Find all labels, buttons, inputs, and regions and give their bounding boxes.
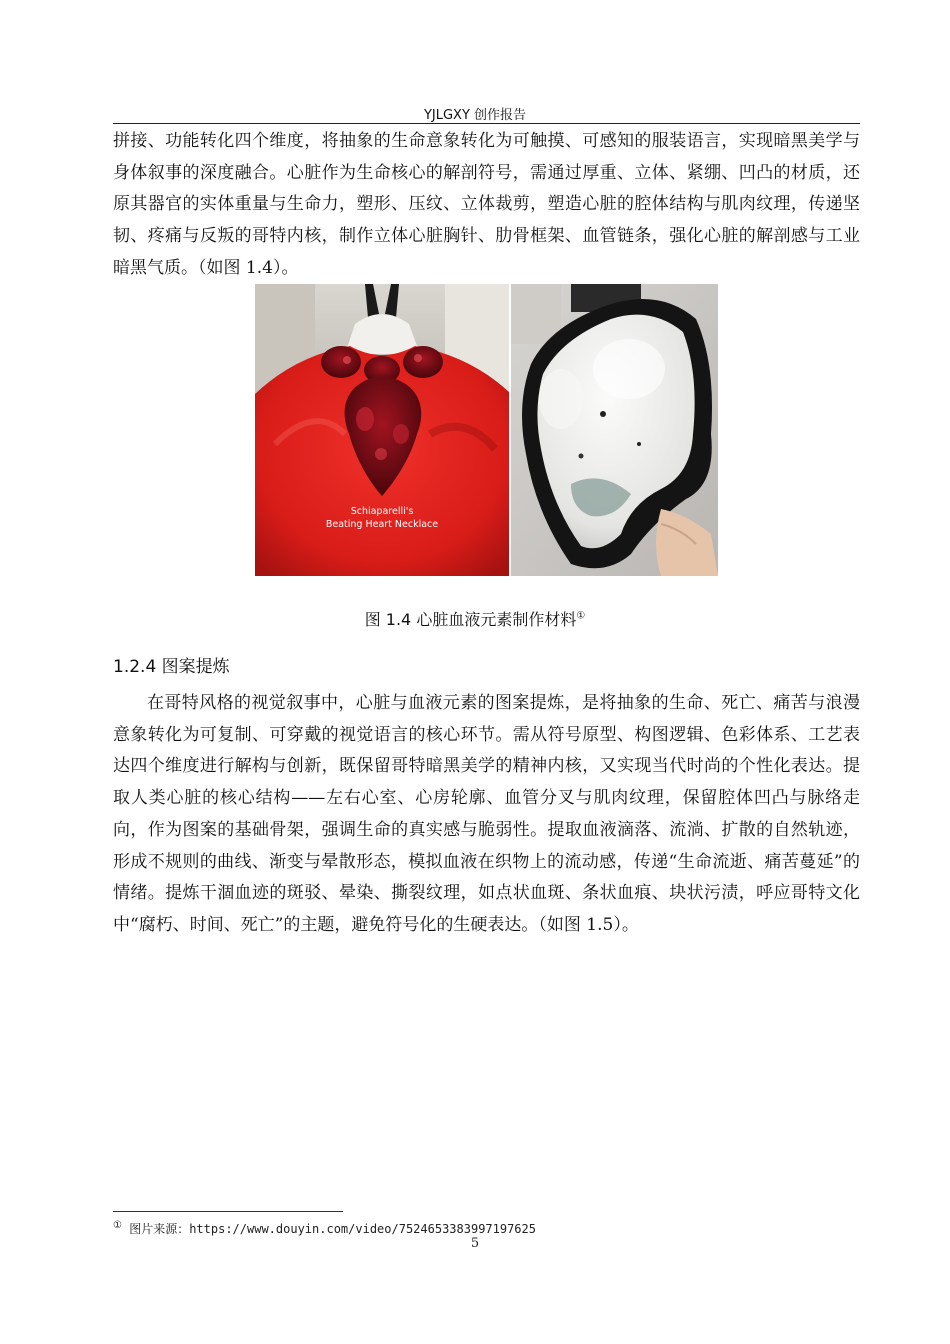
resin-bodice-photo	[511, 284, 718, 576]
resin-bodice-image	[511, 284, 718, 576]
necklace-label-line1: Schiaparelli's	[350, 506, 414, 517]
footnote-mark: ①	[113, 1220, 122, 1231]
footnote-text[interactable]: 图片来源：https://www.douyin.com/video/7524653383997197625	[129, 1222, 536, 1236]
heart-necklace-photo	[255, 284, 509, 576]
footnote	[113, 1220, 536, 1237]
page-number: 5	[470, 1236, 480, 1251]
heart-necklace-image	[255, 284, 509, 576]
section-heading: 1.2.4 图案提炼	[113, 657, 230, 677]
body-paragraph-section: 在哥特风格的视觉叙事中，心脏与血液元素的图案提炼，是将抽象的生命、死亡、痛苦与浪漫意象转化为可复制、可穿戴的视觉语言的核心环节。需从符号原型、构图逻辑、色彩体系、工艺表达四个维度进行解构与创新，既保留哥特暗黑美学的精神内核，又实现当代时尚的个性化表达。提取人类心脏的核心结构——左右心室、心房轮廓、血管分叉与肌肉纹理，保留腔体凹凸与脉络走向，作为图案的基础骨架，强调生命的真实感与脆弱性。提取血液滴落、流淌、扩散的自然轨迹，形成不规则的曲线、渐变与晕散形态，模拟血液在织物上的流动感，传递“生命流逝、痛苦蔓延”的情绪。提炼干涸血迹的斑驳、晕染、撕裂纹理，如点状血斑、条状血痕、块状污渍，呼应哥特文化中“腐朽、时间、死亡”的主题，避免符号化的生硬表达。（如图 1.5）。	[113, 693, 860, 935]
figure-caption-footnote-mark[interactable]: ①	[576, 610, 586, 622]
body-paragraph-top: 拼接、功能转化四个维度，将抽象的生命意象转化为可触摸、可感知的服装语言，实现暗黑美学与身体叙事的深度融合。心脏作为生命核心的解剖符号，需通过厚重、立体、紧绷、凹凸的材质，还原其器官的实体重量与生命力，塑形、压纹、立体裁剪，塑造心脏的腔体结构与肌肉纹理，传递坚韧、疼痛与反叛的哥特内核，制作立体心脏胸针、肋骨框架、血管链条，强化心脏的解剖感与工业暗黑气质。（如图 1.4）。	[113, 131, 860, 278]
figure-caption-text: 图 1.4 心脏血液元素制作材料	[364, 610, 577, 629]
figure-1-4	[255, 284, 718, 576]
footnote-rule	[113, 1211, 343, 1212]
figure-caption	[0, 607, 950, 630]
running-header: YJLGXY 创作报告	[423, 108, 527, 123]
header-rule	[113, 123, 860, 124]
necklace-label-line2: Beating Heart Necklace	[325, 519, 439, 530]
